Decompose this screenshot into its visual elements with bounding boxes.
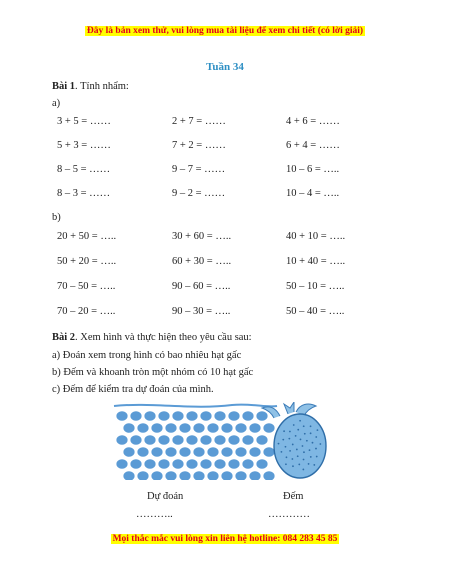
calc-item: 8 – 3 = …… <box>57 188 111 199</box>
calc-item: 50 – 40 = ….. <box>286 306 345 317</box>
gac-seed <box>179 447 191 457</box>
gac-seed <box>165 447 177 457</box>
exercise-2-title: Bài 2 <box>52 332 76 343</box>
calc-item: 2 + 7 = …… <box>172 116 226 127</box>
gac-seed <box>151 423 163 433</box>
gac-seed <box>151 471 163 480</box>
gac-seed <box>137 471 149 480</box>
exercise-2-heading <box>52 332 252 343</box>
gac-seed <box>249 447 261 457</box>
gac-seed <box>263 447 275 457</box>
calc-item: 70 – 50 = ….. <box>57 281 116 292</box>
calc-item: 9 – 7 = …… <box>172 164 226 175</box>
gac-seed <box>214 435 226 445</box>
gac-seed <box>137 447 149 457</box>
count-label: Đếm <box>283 491 304 502</box>
gac-seed <box>200 411 212 421</box>
gac-seed <box>158 411 170 421</box>
gac-seed <box>221 447 233 457</box>
gac-seed <box>193 423 205 433</box>
count-answer-blank[interactable]: ………… <box>268 509 310 520</box>
gac-seed <box>228 459 240 469</box>
hotline-text: Mọi thắc mắc vui lòng xin liên hệ hotline: 084 283 45 85 <box>112 534 338 544</box>
gac-seed <box>172 459 184 469</box>
gac-seed <box>123 423 135 433</box>
calc-item: 6 + 4 = …… <box>286 140 340 151</box>
gac-seed <box>158 435 170 445</box>
gac-seed <box>242 459 254 469</box>
gac-seed <box>249 471 261 480</box>
gac-seed <box>116 435 128 445</box>
gac-seed <box>235 423 247 433</box>
gac-fruit-icon <box>262 402 326 478</box>
calc-item: 9 – 2 = …… <box>172 188 226 199</box>
seed-top-edge <box>114 405 277 407</box>
calc-item: 90 – 30 = ….. <box>172 306 231 317</box>
hotline-banner <box>0 534 450 544</box>
gac-seed <box>172 435 184 445</box>
exercise-2-item-c: c) Đếm để kiểm tra dự đoán của mình. <box>52 384 214 395</box>
gac-seed <box>214 459 226 469</box>
gac-seed <box>207 447 219 457</box>
gac-seed <box>144 435 156 445</box>
calc-item: 10 + 40 = ….. <box>286 256 346 267</box>
calc-item: 50 + 20 = ….. <box>57 256 117 267</box>
exercise-2-item-a: a) Đoán xem trong hình có bao nhiêu hạt gấc <box>52 350 242 361</box>
gac-seed <box>193 447 205 457</box>
gac-seed <box>123 471 135 480</box>
calc-item: 10 – 4 = ….. <box>286 188 340 199</box>
part-b-label: b) <box>52 212 61 223</box>
gac-seed <box>130 411 142 421</box>
gac-seed <box>193 471 205 480</box>
gac-seed <box>130 459 142 469</box>
week-title: Tuần 34 <box>206 61 244 73</box>
calc-item: 60 + 30 = ….. <box>172 256 232 267</box>
gac-seed <box>179 471 191 480</box>
calc-item: 30 + 60 = ….. <box>172 231 232 242</box>
gac-seed <box>200 459 212 469</box>
gac-seed <box>242 435 254 445</box>
gac-seed <box>256 459 268 469</box>
gac-seed <box>249 423 261 433</box>
gac-seed <box>221 423 233 433</box>
gac-seed <box>235 471 247 480</box>
gac-seed <box>221 471 233 480</box>
guess-label: Dự đoán <box>147 491 184 502</box>
exercise-1-title: Bài 1 <box>52 81 76 92</box>
calc-item: 4 + 6 = …… <box>286 116 340 127</box>
preview-notice-banner <box>0 26 450 36</box>
calc-item: 70 – 20 = ….. <box>57 306 116 317</box>
gac-seed <box>207 471 219 480</box>
gac-seed <box>186 435 198 445</box>
gac-seed <box>200 435 212 445</box>
part-a-label: a) <box>52 98 61 109</box>
gac-seed <box>256 435 268 445</box>
gac-seed <box>228 435 240 445</box>
gac-seed <box>137 423 149 433</box>
exercise-1-heading <box>52 81 129 92</box>
gac-seed <box>151 447 163 457</box>
calc-item: 50 – 10 = ….. <box>286 281 345 292</box>
exercise-2-instruction: . Xem hình và thực hiện theo yêu cầu sau: <box>75 332 252 343</box>
gac-seed <box>116 411 128 421</box>
gac-seed <box>256 411 268 421</box>
gac-seed <box>116 459 128 469</box>
gac-seeds-illustration <box>112 402 336 480</box>
gac-seed <box>158 459 170 469</box>
gac-seed <box>263 423 275 433</box>
gac-seed <box>130 435 142 445</box>
calc-item: 5 + 3 = …… <box>57 140 111 151</box>
gac-seed <box>165 423 177 433</box>
calc-item: 90 – 60 = ….. <box>172 281 231 292</box>
exercise-2-item-b: b) Đếm và khoanh tròn một nhóm có 10 hạt gấc <box>52 367 254 378</box>
gac-seed <box>144 411 156 421</box>
exercise-1-instruction: . Tính nhẩm: <box>75 81 129 92</box>
gac-seed <box>144 459 156 469</box>
gac-seed <box>228 411 240 421</box>
gac-seed <box>242 411 254 421</box>
calc-item: 10 – 6 = ….. <box>286 164 340 175</box>
gac-seed <box>165 471 177 480</box>
gac-seed <box>179 423 191 433</box>
gac-seed <box>186 411 198 421</box>
gac-seed <box>172 411 184 421</box>
calc-item: 7 + 2 = …… <box>172 140 226 151</box>
calc-item: 8 – 5 = …… <box>57 164 111 175</box>
calc-item: 3 + 5 = …… <box>57 116 111 127</box>
gac-seed <box>186 459 198 469</box>
guess-answer-blank[interactable]: ……….. <box>136 509 173 520</box>
preview-notice-text: Đây là bản xem thử, vui lòng mua tài liệu để xem chi tiết (có lời giải) <box>86 26 364 36</box>
gac-seed <box>123 447 135 457</box>
gac-seed <box>214 411 226 421</box>
calc-item: 20 + 50 = ….. <box>57 231 117 242</box>
calc-item: 40 + 10 = ….. <box>286 231 346 242</box>
gac-seed <box>263 471 275 480</box>
seed-grid <box>116 411 275 480</box>
gac-seed <box>235 447 247 457</box>
gac-seed <box>207 423 219 433</box>
